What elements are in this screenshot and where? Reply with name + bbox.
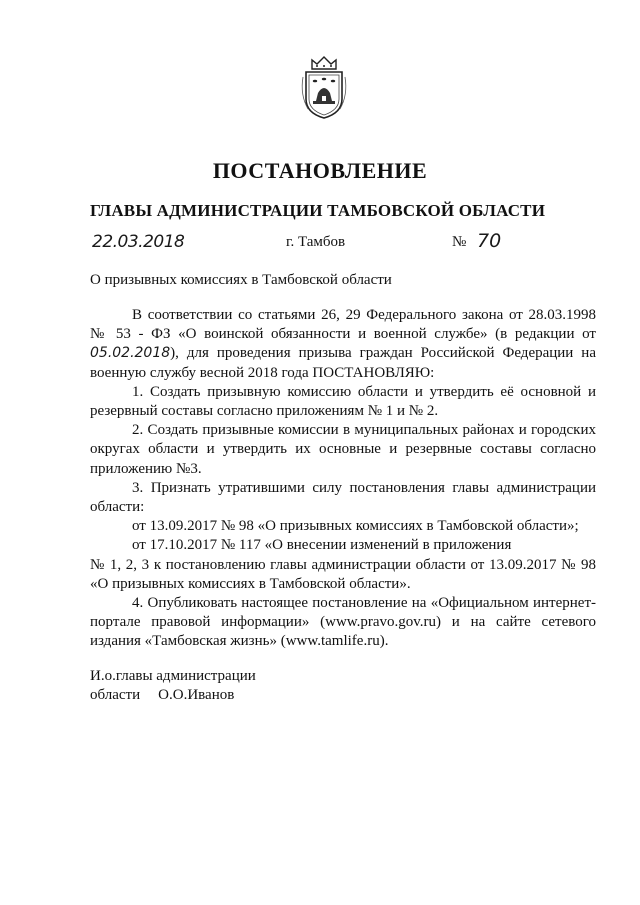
decree-word: ПОСТАНОВЛЯЮ: [312,364,435,381]
preamble-text-1: В соответствии со статьями 26, 29 Федерального закона от 28.03.1998 № 53 - ФЗ «О воинской обязанности и военной службе» (в редакции от [90,307,596,343]
signature-row [90,686,256,705]
signatory-name: О.О.Иванов [158,687,235,703]
document-body [90,306,596,652]
document-number: 70 [477,230,502,252]
clause-3: 3. Признать утратившими силу постановления главы администрации области: [90,479,596,516]
clause-3-item-b-head: от 17.10.2017 № 117 «О внесении изменений в приложения [132,537,512,554]
document-subtitle: ГЛАВЫ АДМИНИСТРАЦИИ ТАМБОВСКОЙ ОБЛАСТИ [90,201,546,220]
clause-3-item-b-rest: № 1, 2, 3 к постановлению главы администрации области от 13.09.2017 № 98 «О призывных комиссиях в Тамбовской области». [90,556,596,592]
preamble-amend-date: 05.02.2018 [90,345,171,362]
document-date: 22.03.2018 [92,232,185,252]
clause-3-item-a: от 13.09.2017 № 98 «О призывных комиссиях в Тамбовской области»; [132,518,579,535]
signature-block [90,667,256,705]
clause-4: 4. Опубликовать настоящее постановление на «Официальном интернет-портале правовой информации» (www.pravo.gov.ru) и на сайте сетевого издания «Тамбовская жизнь» (www.tamlife.ru). [90,595,596,650]
document-city: г. Тамбов [286,234,346,250]
preamble-paragraph [90,306,596,383]
signatory-position-line-1: И.о.главы администрации [90,668,256,684]
clause-1: 1. Создать призывную комиссию области и утвердить её основной и резервный составы согласно приложениям № 1 и № 2. [90,383,596,420]
clause-2: 2. Создать призывные комиссии в муниципальных районах и городских округах области и утвердить их основные и резервные составы согласно приложению №3. [90,422,596,477]
document-heading: О призывных комиссиях в Тамбовской области [90,272,392,288]
signatory-position-line-2: области [90,687,141,703]
tambov-coat-of-arms-icon [299,55,349,121]
document-title: ПОСТАНОВЛЕНИЕ [212,158,428,183]
document-number-sign: № [452,234,467,250]
preamble-text-2: ), для проведения призыва граждан Российской Федерации на военную службу весной 2018 года [90,345,596,381]
